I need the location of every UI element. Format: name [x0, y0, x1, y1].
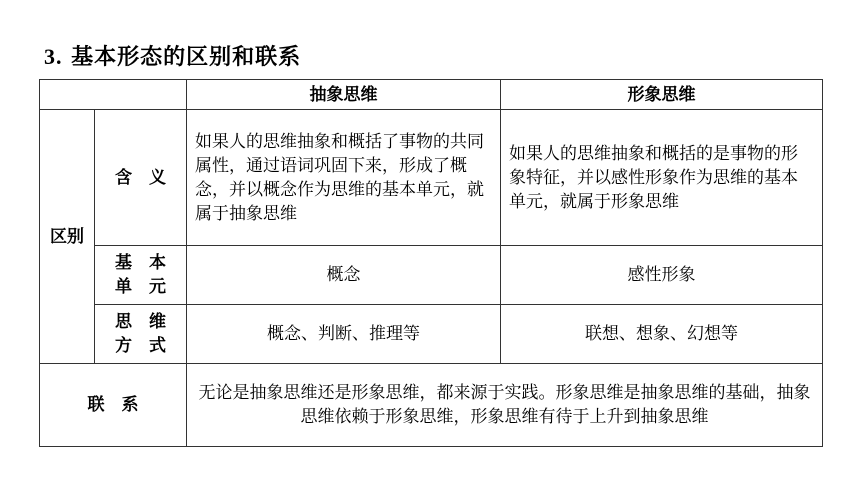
cell-image-meaning: 如果人的思维抽象和概括的是事物的形象特征，并以感性形象作为思维的基本单元，就属于形象思维	[501, 110, 823, 246]
table-row-basic-unit	[40, 246, 823, 305]
cell-relation-text: 无论是抽象思维还是形象思维，都来源于实践。形象思维是抽象思维的基础，抽象思维依赖于形象思维，形象思维有待于上升到抽象思维	[187, 364, 823, 447]
row-label-meaning-text: 含 义	[115, 167, 166, 188]
cell-image-thinking-mode: 联想、想象、幻想等	[501, 305, 823, 364]
comparison-table	[39, 79, 823, 447]
group-label-difference: 区别	[40, 110, 95, 364]
row-label-basic-unit-line2: 单 元	[115, 277, 166, 297]
header-abstract-thinking: 抽象思维	[187, 80, 501, 110]
row-label-thinking-mode	[95, 305, 187, 364]
table-row-thinking-mode	[40, 305, 823, 364]
row-label-basic-unit	[95, 246, 187, 305]
cell-image-basic-unit: 感性形象	[501, 246, 823, 305]
header-image-thinking: 形象思维	[501, 80, 823, 110]
table-header-row	[40, 80, 823, 110]
cell-abstract-meaning: 如果人的思维抽象和概括了事物的共同属性，通过语词巩固下来，形成了概念，并以概念作为思维的基本单元，就属于抽象思维	[187, 110, 501, 246]
table-row-relation	[40, 364, 823, 447]
table-row-meaning	[40, 110, 823, 246]
row-label-meaning	[95, 110, 187, 246]
cell-abstract-thinking-mode: 概念、判断、推理等	[187, 305, 501, 364]
row-label-thinking-mode-line1: 思 维	[115, 312, 166, 332]
row-label-relation: 联 系	[40, 364, 187, 447]
section-title	[44, 40, 301, 71]
section-heading-text: 基本形态的区别和联系	[71, 45, 302, 70]
header-empty-cell	[40, 80, 187, 110]
section-number: 3.	[44, 44, 63, 69]
cell-abstract-basic-unit: 概念	[187, 246, 501, 305]
row-label-basic-unit-line1: 基 本	[115, 253, 166, 273]
row-label-thinking-mode-line2: 方 式	[115, 336, 166, 356]
